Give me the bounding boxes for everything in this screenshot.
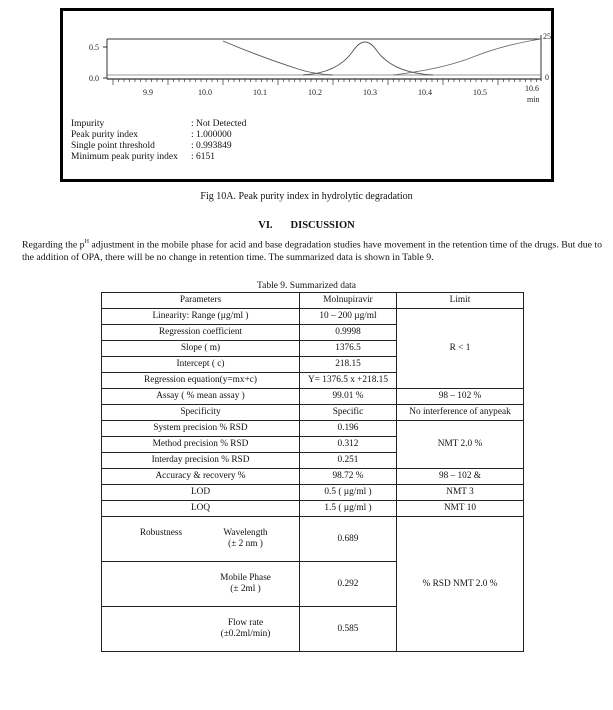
section-title: DISCUSSION bbox=[290, 220, 355, 231]
table-row bbox=[102, 405, 524, 421]
value-slope: 1376.5 bbox=[300, 341, 397, 357]
purity-curve-left bbox=[223, 41, 333, 75]
y2-tick-25: 25 bbox=[543, 32, 551, 41]
value-regression-coefficient: 0.9998 bbox=[300, 325, 397, 341]
x-axis-unit: min bbox=[527, 95, 540, 104]
section-number: VI. bbox=[258, 220, 273, 231]
wavelength-range: (± 2 nm ) bbox=[228, 539, 263, 549]
mobile-phase-label: Mobile Phase bbox=[220, 573, 271, 583]
header-parameters: Parameters bbox=[102, 293, 300, 309]
x-tick-label: 10.6 bbox=[525, 84, 539, 93]
param-robustness-flow-rate bbox=[102, 607, 300, 652]
table-row bbox=[102, 485, 524, 501]
figure-caption: Fig 10A. Peak purity index in hydrolytic degradation bbox=[200, 191, 413, 202]
purity-label: Single point threshold bbox=[71, 141, 155, 151]
table-row bbox=[102, 421, 524, 437]
flow-rate-range: (±0.2ml/min) bbox=[220, 629, 271, 639]
header-limit: Limit bbox=[397, 293, 524, 309]
y-tick-0.5: 0.5 bbox=[89, 43, 99, 52]
param-intercept: Intercept ( c) bbox=[102, 357, 300, 373]
flow-rate-label: Flow rate bbox=[227, 618, 264, 628]
limit-linearity: R < 1 bbox=[397, 309, 524, 389]
value-linearity: 10 – 200 µg/ml bbox=[300, 309, 397, 325]
summary-table bbox=[101, 292, 524, 652]
value-lod: 0.5 ( µg/ml ) bbox=[300, 485, 397, 501]
value-flow-rate: 0.585 bbox=[300, 607, 397, 652]
value-system-precision: 0.196 bbox=[300, 421, 397, 437]
mobile-phase-range: (± 2ml ) bbox=[230, 584, 261, 594]
y2-tick-0: 0 bbox=[545, 73, 549, 82]
value-accuracy: 98.72 % bbox=[300, 469, 397, 485]
header-molnupiravir: Molnupiravir bbox=[300, 293, 397, 309]
table-header-row bbox=[102, 293, 524, 309]
x-tick-label: 9.9 bbox=[143, 88, 153, 97]
table-row bbox=[102, 469, 524, 485]
main-peak bbox=[303, 42, 433, 75]
table-row bbox=[102, 309, 524, 325]
x-tick-label: 10.0 bbox=[198, 88, 212, 97]
value-loq: 1.5 ( µg/ml ) bbox=[300, 501, 397, 517]
param-regression-coefficient: Regression coefficient bbox=[102, 325, 300, 341]
y-tick-0.0: 0.0 bbox=[89, 74, 99, 83]
purity-value: : 0.993849 bbox=[191, 141, 232, 151]
param-robustness-wavelength bbox=[102, 517, 300, 562]
value-mobile-phase: 0.292 bbox=[300, 562, 397, 607]
param-specificity: Specificity bbox=[102, 405, 300, 421]
x-tick-label: 10.4 bbox=[418, 88, 432, 97]
section-heading bbox=[0, 220, 613, 231]
value-assay: 99.01 % bbox=[300, 389, 397, 405]
limit-accuracy: 98 – 102 & bbox=[397, 469, 524, 485]
value-wavelength: 0.689 bbox=[300, 517, 397, 562]
purity-label: Peak purity index bbox=[71, 130, 139, 140]
robustness-label: Robustness bbox=[139, 528, 183, 538]
table-row bbox=[102, 389, 524, 405]
param-method-precision: Method precision % RSD bbox=[102, 437, 300, 453]
purity-row-threshold bbox=[71, 141, 291, 152]
wavelength-label: Wavelength bbox=[223, 528, 268, 538]
param-regression-equation: Regression equation(y=mx+c) bbox=[102, 373, 300, 389]
chromatogram-figure bbox=[60, 8, 554, 182]
x-tick-label: 10.3 bbox=[363, 88, 377, 97]
param-assay: Assay ( % mean assay ) bbox=[102, 389, 300, 405]
limit-loq: NMT 10 bbox=[397, 501, 524, 517]
param-accuracy: Accuracy & recovery % bbox=[102, 469, 300, 485]
x-tick-label: 10.5 bbox=[473, 88, 487, 97]
purity-row-index bbox=[71, 130, 291, 141]
discussion-paragraph: Regarding the $p^H$ adjustment in the mobile phase for acid and base degradation studies have movement in the retention time of the drugs. But due to the addition of OPA, there will be no change in retention time. The summarized data is shown in Table 9. bbox=[22, 239, 603, 263]
table-row bbox=[102, 517, 524, 562]
limit-precision: NMT 2.0 % bbox=[397, 421, 524, 469]
value-regression-equation: Y= 1376.5 x +218.15 bbox=[300, 373, 397, 389]
peak-purity-results bbox=[71, 119, 291, 163]
purity-row-impurity bbox=[71, 119, 291, 130]
limit-specificity: No interference of anypeak bbox=[397, 405, 524, 421]
param-interday-precision: Interday precision % RSD bbox=[102, 453, 300, 469]
param-loq: LOQ bbox=[102, 501, 300, 517]
x-minor-ticks bbox=[113, 79, 537, 85]
param-slope: Slope ( m) bbox=[102, 341, 300, 357]
purity-value: : 6151 bbox=[191, 152, 216, 162]
value-interday-precision: 0.251 bbox=[300, 453, 397, 469]
purity-row-minimum bbox=[71, 152, 291, 163]
param-linearity: Linearity: Range (µg/ml ) bbox=[102, 309, 300, 325]
purity-curve-right bbox=[393, 39, 541, 75]
table-caption: Table 9. Summarized data bbox=[256, 281, 357, 291]
purity-label: Impurity bbox=[71, 119, 105, 129]
limit-assay: 98 – 102 % bbox=[397, 389, 524, 405]
param-system-precision: System precision % RSD bbox=[102, 421, 300, 437]
limit-robustness: % RSD NMT 2.0 % bbox=[397, 517, 524, 652]
table-row bbox=[102, 501, 524, 517]
param-robustness-mobile-phase bbox=[102, 562, 300, 607]
purity-value: : Not Detected bbox=[191, 119, 247, 129]
ph-superscript: H bbox=[84, 239, 89, 245]
purity-label: Minimum peak purity index bbox=[71, 152, 178, 162]
purity-value: : 1.000000 bbox=[191, 130, 232, 140]
limit-lod: NMT 3 bbox=[397, 485, 524, 501]
value-method-precision: 0.312 bbox=[300, 437, 397, 453]
x-tick-label: 10.1 bbox=[253, 88, 267, 97]
param-lod: LOD bbox=[102, 485, 300, 501]
value-intercept: 218.15 bbox=[300, 357, 397, 373]
value-specificity: Specific bbox=[300, 405, 397, 421]
x-tick-label: 10.2 bbox=[308, 88, 322, 97]
